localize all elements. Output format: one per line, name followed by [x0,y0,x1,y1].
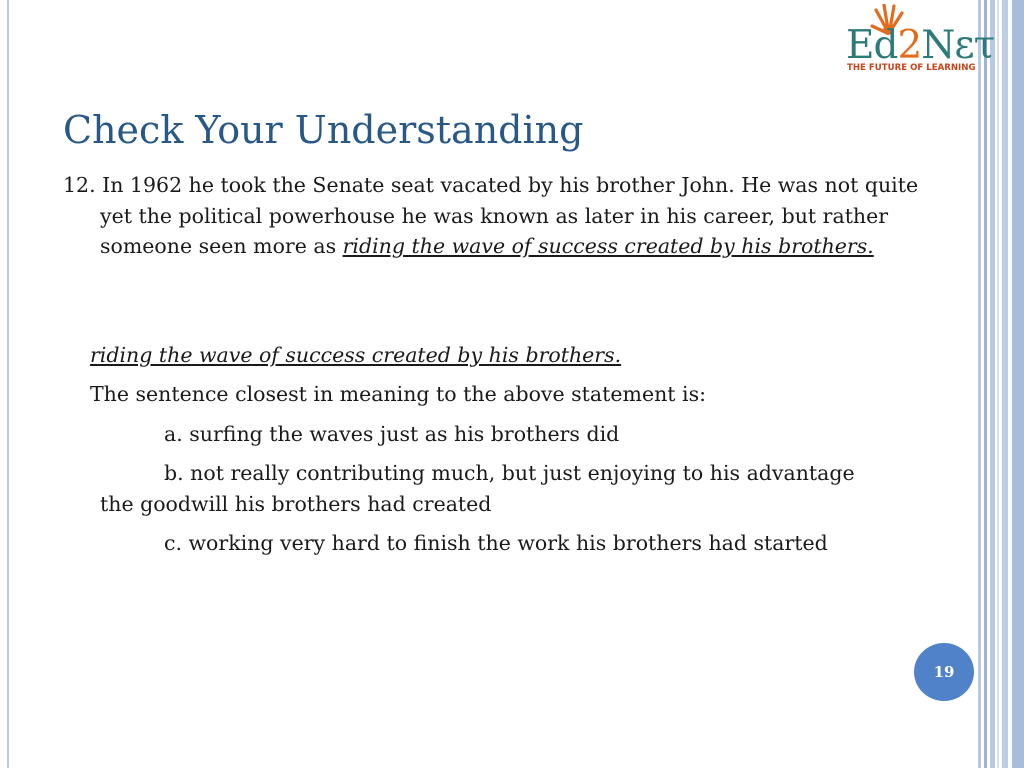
right-border-line [1002,0,1008,768]
right-border-line [1012,0,1024,768]
answer-option-c: c. working very hard to finish the work his brothers had started [164,531,828,555]
question-paragraph [63,170,950,262]
ed2net-logo [842,4,995,76]
logo-tagline: THE FUTURE OF LEARNING [847,63,976,73]
right-border-line [978,0,981,768]
question-text: 12. In 1962 he took the Senate seat vacated by his brother John. He was not quite yet the political powerhouse he was known as later in his career, but rather someone seen more as [63,173,919,258]
answer-option-a: a. surfing the waves just as his brothers did [164,422,620,446]
right-border-line [997,0,999,768]
answer-option-b: b. not really contributing much, but just enjoying to his advantage the goodwill his brothers had created [100,461,855,516]
right-border-line [984,0,987,768]
logo-wordmark: Ed2Nετ [846,23,995,68]
question-prompt: The sentence closest in meaning to the above statement is: [90,382,707,406]
slide-title: Check Your Understanding [63,108,584,152]
left-border-line [7,0,9,768]
page-number-badge: 19 [914,643,974,701]
phrase-line: riding the wave of success created by his brothers. [90,343,622,367]
right-border-line [990,0,995,768]
question-emphasis: riding the wave of success created by his brothers. [342,234,874,258]
